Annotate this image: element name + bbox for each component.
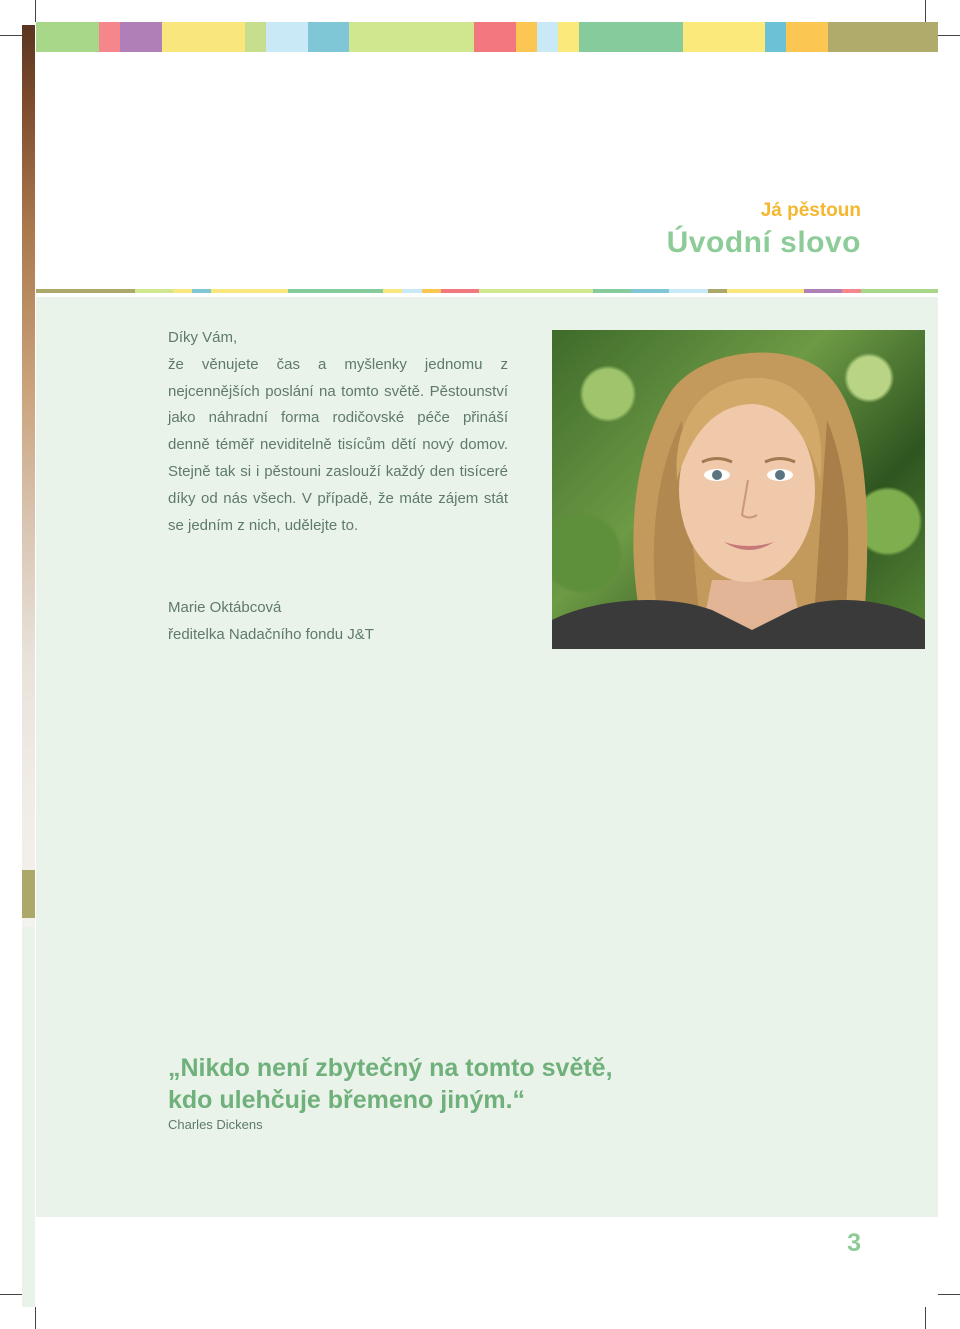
divider-bar-segment bbox=[842, 289, 861, 293]
divider-color-bar bbox=[36, 289, 938, 293]
color-bar-segment bbox=[724, 22, 765, 52]
divider-bar-segment bbox=[135, 289, 173, 293]
color-bar-segment bbox=[308, 22, 349, 52]
portrait-illustration bbox=[552, 330, 925, 649]
portrait-photo bbox=[552, 330, 925, 649]
quote-line-1: „Nikdo není zbytečný na tomto světě, bbox=[168, 1054, 613, 1082]
divider-bar-segment bbox=[211, 289, 288, 293]
quote-line-2: kdo ulehčuje břemeno jiným.“ bbox=[168, 1086, 526, 1114]
intro-text bbox=[168, 325, 508, 539]
divider-bar-segment bbox=[441, 289, 479, 293]
crop-mark bbox=[0, 35, 22, 36]
color-bar-segment bbox=[99, 22, 120, 52]
color-bar-segment bbox=[349, 22, 391, 52]
color-bar-segment bbox=[828, 22, 883, 52]
color-bar-segment bbox=[433, 22, 474, 52]
divider-bar-segment bbox=[383, 289, 402, 293]
page-number: 3 bbox=[847, 1229, 861, 1257]
color-bar-segment bbox=[474, 22, 516, 52]
color-bar-segment bbox=[245, 22, 266, 52]
divider-bar-segment bbox=[192, 289, 211, 293]
divider-bar-segment bbox=[173, 289, 192, 293]
crop-mark bbox=[925, 1307, 926, 1329]
section-kicker: Já pěstoun bbox=[760, 200, 861, 221]
color-bar-segment bbox=[786, 22, 828, 52]
divider-bar-segment bbox=[479, 289, 592, 293]
crop-mark bbox=[35, 1307, 36, 1329]
intro-paragraph: že věnujete čas a myšlenky jednomu z nejcennějších poslání na tomto světě. Pěstounství jako náhradní forma rodičovské péče přináší denně téměř neviditelně tisícům dětí nový domov. Stejně tak si i pěstouni zaslouží každý den tisíceré díky od nás všech. V případě, že máte zájem stát se jedním z nich, udělejte to. bbox=[168, 355, 508, 534]
color-bar-segment bbox=[162, 22, 204, 52]
page-title: Úvodní slovo bbox=[666, 226, 861, 259]
signature-name: Marie Oktábcová bbox=[168, 599, 282, 616]
divider-bar-segment bbox=[804, 289, 842, 293]
color-bar-segment bbox=[537, 22, 558, 52]
quote bbox=[168, 1052, 613, 1116]
color-bar-segment bbox=[266, 22, 308, 52]
bleed-photo-strip bbox=[22, 25, 35, 927]
color-bar-segment bbox=[204, 22, 245, 52]
color-bar-segment bbox=[631, 22, 683, 52]
color-bar-segment bbox=[120, 22, 162, 52]
crop-mark bbox=[35, 0, 36, 22]
color-bar-segment bbox=[558, 22, 579, 52]
divider-bar-segment bbox=[422, 289, 441, 293]
divider-bar-segment bbox=[861, 289, 938, 293]
color-bar-segment bbox=[765, 22, 786, 52]
color-bar-segment bbox=[883, 22, 938, 52]
color-bar-segment bbox=[36, 22, 99, 52]
crop-mark bbox=[938, 1294, 960, 1295]
divider-bar-segment bbox=[593, 289, 631, 293]
divider-bar-segment bbox=[669, 289, 707, 293]
divider-bar-segment bbox=[402, 289, 421, 293]
signature-role: ředitelka Nadačního fondu J&T bbox=[168, 626, 374, 643]
bleed-olive-strip bbox=[22, 870, 35, 918]
divider-bar-segment bbox=[708, 289, 727, 293]
color-bar-segment bbox=[391, 22, 433, 52]
color-bar-segment bbox=[516, 22, 537, 52]
divider-bar-segment bbox=[727, 289, 804, 293]
crop-mark bbox=[0, 1294, 22, 1295]
divider-bar-segment bbox=[288, 289, 383, 293]
quote-author: Charles Dickens bbox=[168, 1117, 263, 1132]
divider-bar-segment bbox=[36, 289, 135, 293]
color-bar-segment bbox=[683, 22, 724, 52]
top-color-bar bbox=[36, 22, 938, 52]
intro-greeting: Díky Vám, bbox=[168, 329, 238, 346]
crop-mark bbox=[925, 0, 926, 22]
color-bar-segment bbox=[579, 22, 631, 52]
bleed-green-strip bbox=[22, 927, 35, 1307]
crop-mark bbox=[938, 35, 960, 36]
signature bbox=[168, 594, 374, 648]
divider-bar-segment bbox=[631, 289, 669, 293]
